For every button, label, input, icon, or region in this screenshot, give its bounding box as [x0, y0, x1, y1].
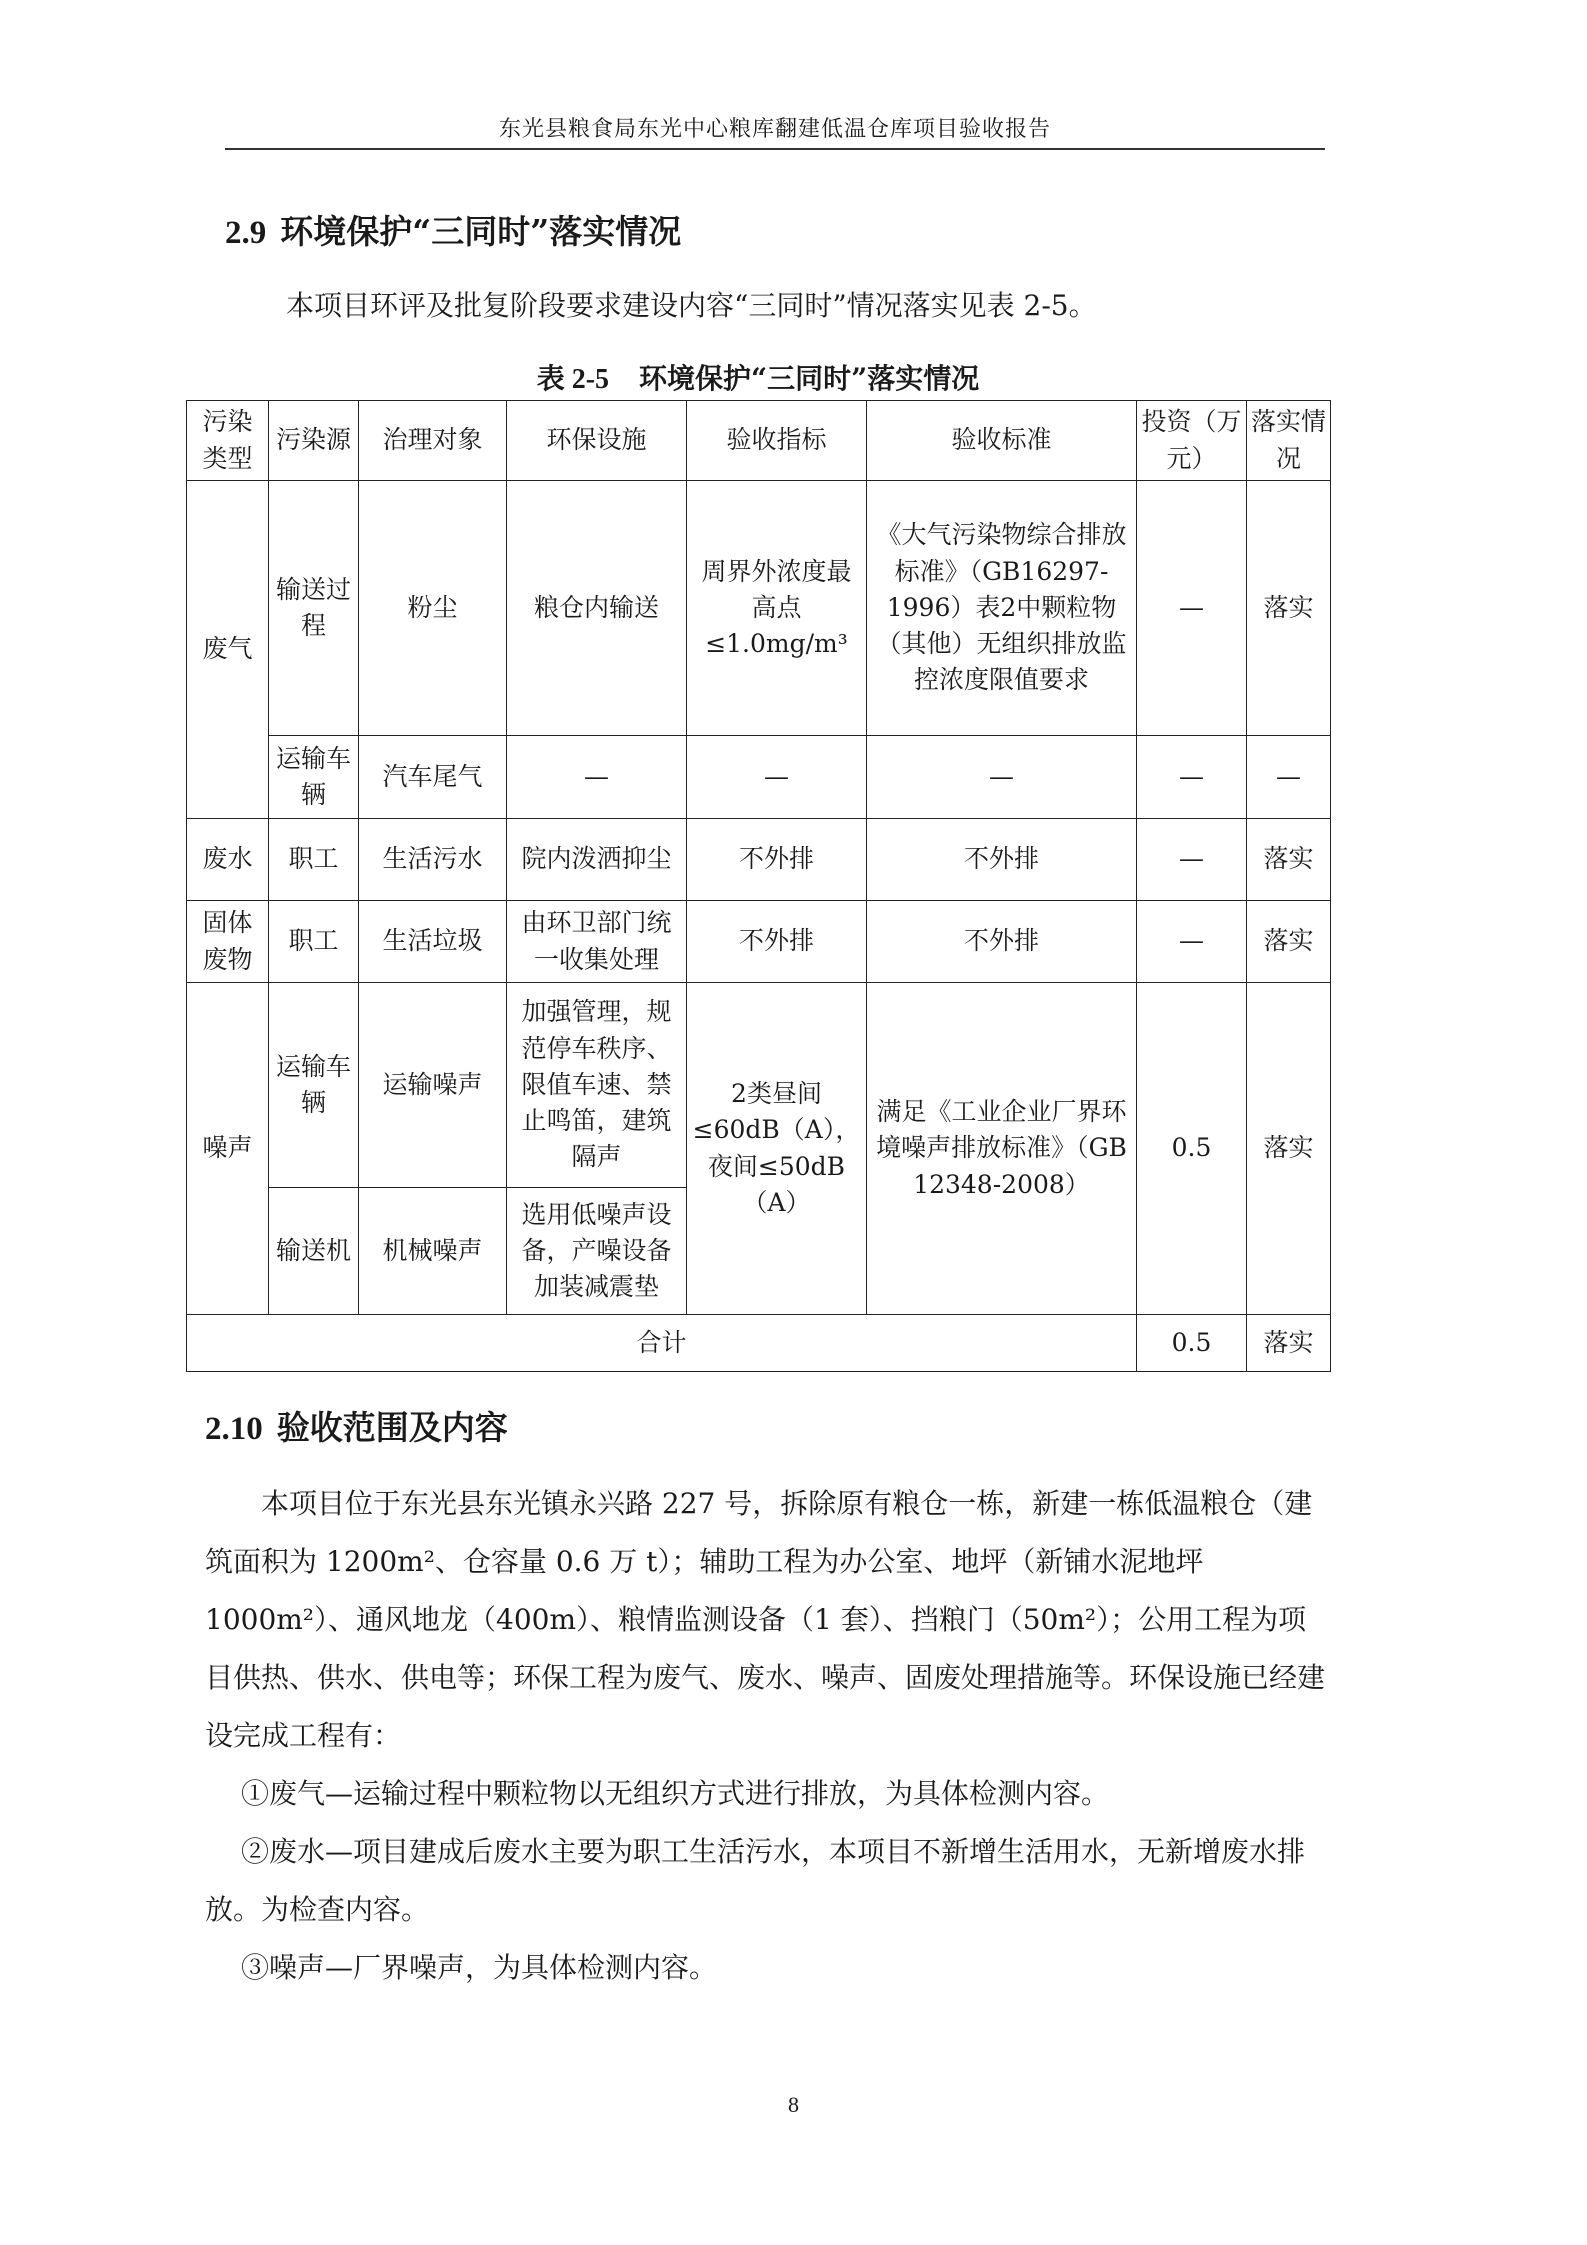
table-caption-number: 表 2-5: [536, 364, 610, 395]
table-cell: —: [1137, 736, 1247, 819]
cell-type-noise: 噪声: [187, 983, 269, 1315]
header-cell: 污染类型: [187, 401, 269, 481]
table-cell: 不外排: [687, 901, 867, 983]
header-cell: 投资（万元）: [1137, 401, 1247, 481]
table-cell: 粮仓内输送: [507, 481, 687, 736]
table-caption: [186, 357, 1330, 397]
header-cell: 验收指标: [687, 401, 867, 481]
table-cell: 运输车辆: [269, 983, 359, 1188]
table-cell: 职工: [269, 901, 359, 983]
section-title: 环境保护“三同时”落实情况: [280, 212, 682, 251]
table-cell: 满足《工业企业厂界环境噪声排放标准》（GB 12348-2008）: [867, 983, 1137, 1315]
total-investment: 0.5: [1137, 1315, 1247, 1372]
header-cell: 验收标准: [867, 401, 1137, 481]
list-item: ③噪声—厂界噪声，为具体检测内容。: [241, 1951, 718, 1984]
table-cell: —: [687, 736, 867, 819]
table-cell: 由环卫部门统一收集处理: [507, 901, 687, 983]
table-cell: 周界外浓度最高点≤1.0mg/m³: [687, 481, 867, 736]
table-cell: 运输车辆: [269, 736, 359, 819]
cell-type-gas: 废气: [187, 481, 269, 819]
section-title: 验收范围及内容: [276, 1408, 508, 1447]
header-cell: 落实情况: [1247, 401, 1331, 481]
cell-type-water: 废水: [187, 819, 269, 901]
table-cell: 不外排: [867, 819, 1137, 901]
table-cell: —: [507, 736, 687, 819]
table-cell: 生活污水: [359, 819, 507, 901]
table-cell: 运输噪声: [359, 983, 507, 1188]
three-simultaneity-table: [186, 400, 1331, 1372]
table-cell: —: [1137, 481, 1247, 736]
table-cell: 落实: [1247, 819, 1331, 901]
table-cell: 0.5: [1137, 983, 1247, 1315]
table-row: [187, 736, 1331, 819]
table-cell: 院内泼洒抑尘: [507, 819, 687, 901]
table-cell: 机械噪声: [359, 1188, 507, 1315]
table-cell: 粉尘: [359, 481, 507, 736]
total-status: 落实: [1247, 1315, 1331, 1372]
table-cell: 不外排: [867, 901, 1137, 983]
table-cell: 生活垃圾: [359, 901, 507, 983]
list-item: ②废水—项目建成后废水主要为职工生活污水，本项目不新增生活用水，无新增废水排放。为检查内容。: [205, 1835, 1306, 1926]
table-cell: 落实: [1247, 901, 1331, 983]
table-cell: 选用低噪声设备，产噪设备加装减震垫: [507, 1188, 687, 1315]
running-header: 东光县粮食局东光中心粮库翻建低温仓库项目验收报告: [498, 117, 1051, 142]
body-paragraph: 本项目位于东光县东光镇永兴路 227 号，拆除原有粮仓一栋，新建一栋低温粮仓（建筑面积为 1200m²、仓容量 0.6 万 t）；辅助工程为办公室、地坪（新铺水泥地坪 1000m²）、通风地龙（400m）、粮情监测设备（1 套）、挡粮门（50m²）；公用工程为项目供热、供水、供电等；环保工程为废气、废水、噪声、固废处理措施等。环保设施已经建设完成工程有：: [205, 1487, 1326, 1752]
table-cell: 汽车尾气: [359, 736, 507, 819]
table-cell: —: [1137, 819, 1247, 901]
section-2-10-body: [205, 1475, 1325, 1997]
header-cell: 治理对象: [359, 401, 507, 481]
table-cell: 加强管理，规范停车秩序、限值车速、禁止鸣笛，建筑隔声: [507, 983, 687, 1188]
table-cell: —: [1247, 736, 1331, 819]
page-number: 8: [788, 2092, 799, 2117]
table-cell: 输送过程: [269, 481, 359, 736]
table-cell: 不外排: [687, 819, 867, 901]
section-number: 2.9: [225, 215, 267, 251]
table-row: [187, 819, 1331, 901]
table-cell: —: [867, 736, 1137, 819]
table-row: [187, 901, 1331, 983]
table-cell: 落实: [1247, 983, 1331, 1315]
header-cell: 环保设施: [507, 401, 687, 481]
table-caption-text: 环境保护“三同时”落实情况: [639, 362, 980, 395]
intro-text: 本项目环评及批复阶段要求建设内容“三同时”情况落实见表 2-5。: [286, 289, 1097, 322]
section-2-10-heading: [205, 1402, 508, 1449]
table-cell: 职工: [269, 819, 359, 901]
cell-type-solid: 固体废物: [187, 901, 269, 983]
header-rule: [225, 148, 1325, 150]
table-total-row: [187, 1315, 1331, 1372]
section-2-9-intro: [286, 277, 1336, 335]
table-cell: —: [1137, 901, 1247, 983]
table-cell: 输送机: [269, 1188, 359, 1315]
section-number: 2.10: [205, 1411, 263, 1447]
table-row: [187, 983, 1331, 1188]
table-cell: 《大气污染物综合排放标准》（GB16297-1996）表2中颗粒物（其他）无组织排放监控浓度限值要求: [867, 481, 1137, 736]
table-cell: 落实: [1247, 481, 1331, 736]
table-header-row: [187, 401, 1331, 481]
table-row: [187, 481, 1331, 736]
table-cell: 2类昼间≤60dB（A），夜间≤50dB（A）: [687, 983, 867, 1315]
section-2-9-heading: [225, 206, 681, 253]
total-label: 合计: [187, 1315, 1137, 1372]
list-item: ①废气—运输过程中颗粒物以无组织方式进行排放，为具体检测内容。: [241, 1777, 1110, 1810]
header-cell: 污染源: [269, 401, 359, 481]
